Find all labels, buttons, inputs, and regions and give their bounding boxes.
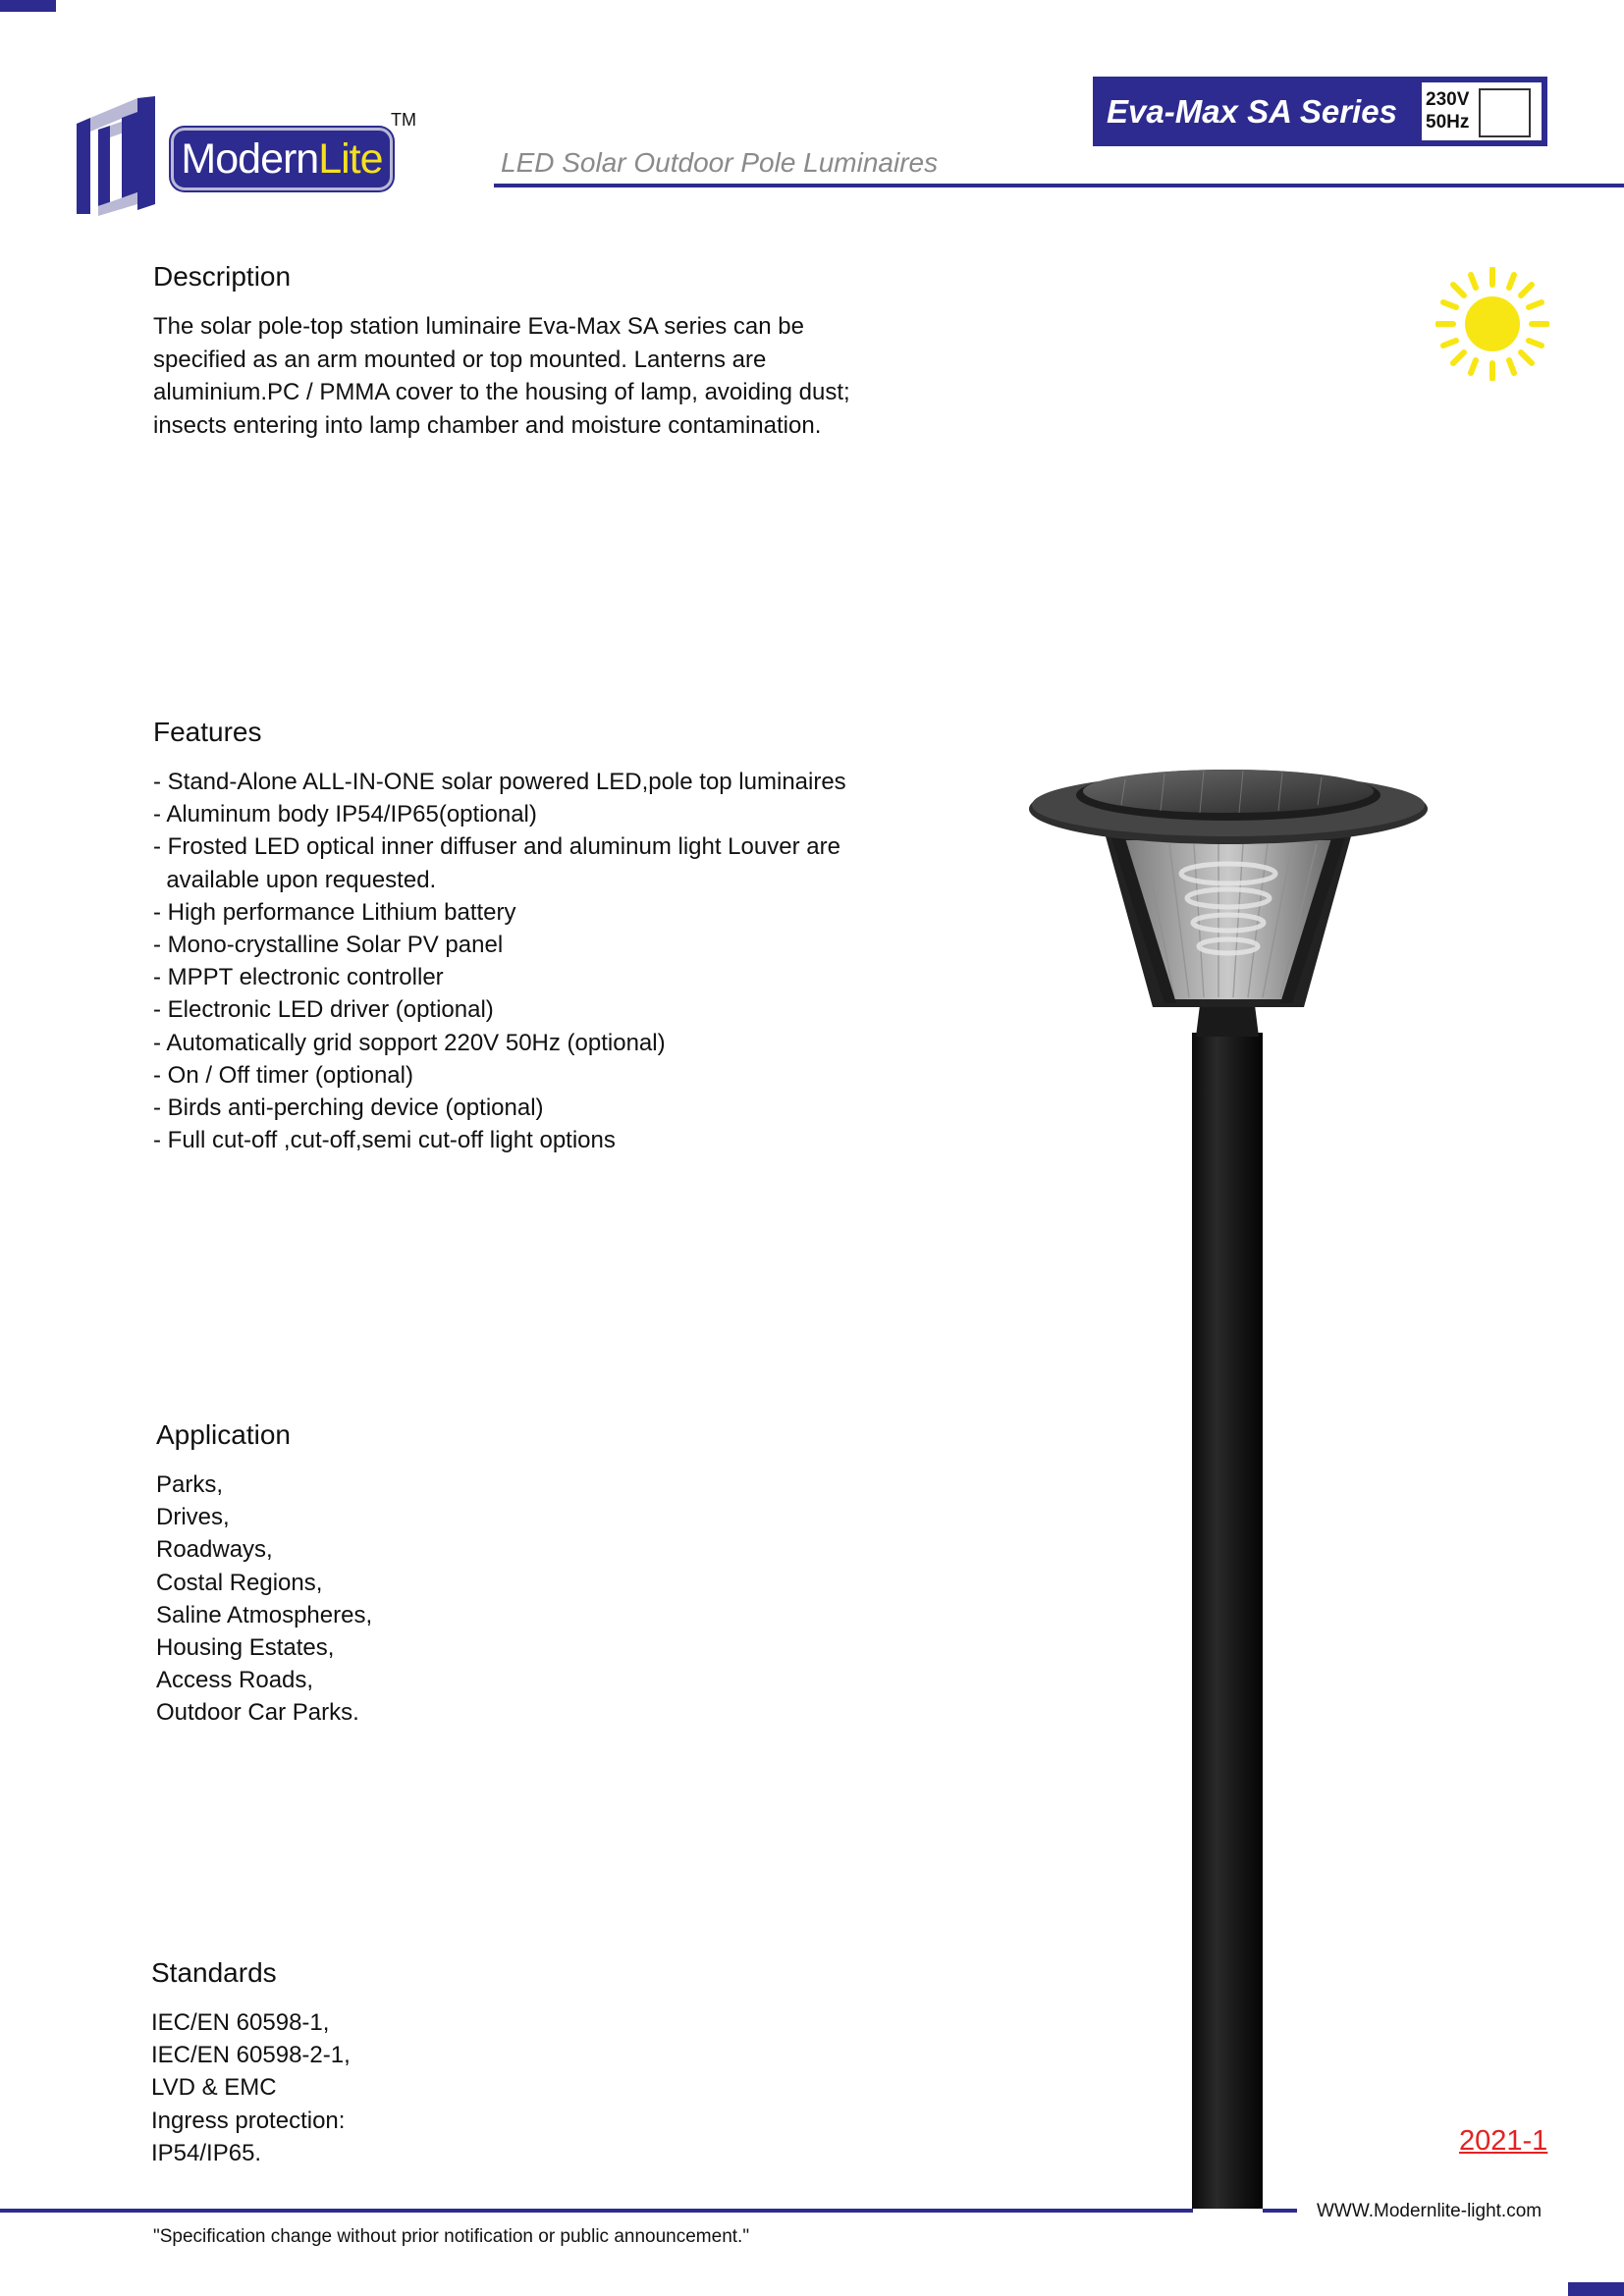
standards-heading: Standards	[151, 1957, 277, 1988]
solar-pole-luminaire-image	[1027, 766, 1430, 2209]
application-item: Roadways,	[156, 1536, 273, 1564]
feature-item: - Stand-Alone ALL-IN-ONE solar powered LED,pole top luminaires	[153, 769, 846, 795]
application-item: Costal Regions,	[156, 1569, 323, 1596]
description-section	[153, 261, 880, 442]
feature-item: - Aluminum body IP54/IP65(optional)	[153, 801, 537, 828]
features-section	[153, 717, 939, 1156]
certification-box	[1479, 88, 1531, 137]
feature-item: - High performance Lithium battery	[153, 898, 516, 926]
series-banner	[1093, 77, 1547, 146]
feature-item: - Birds anti-perching device (optional)	[153, 1095, 544, 1122]
voltage-label: 230V	[1426, 89, 1470, 110]
features-heading: Features	[153, 717, 262, 747]
description-text: The solar pole-top station luminaire Eva-Max SA series can be specified as an arm mounted or top mounted. Lanterns are aluminium.PC / PMMA cover to the housing of lamp, avoiding dust; insects entering into lamp chamber and moisture contamination.	[153, 313, 850, 439]
disclaimer-text: "Specification change without prior notification or public announcement."	[153, 2226, 750, 2247]
standard-item: IEC/EN 60598-2-1,	[151, 2042, 351, 2069]
feature-item: available upon requested.	[153, 866, 437, 893]
feature-item: - Full cut-off ,cut-off,semi cut-off light options	[153, 1127, 616, 1154]
standards-section	[151, 1957, 642, 2169]
application-item: Drives,	[156, 1504, 230, 1531]
frequency-label: 50Hz	[1426, 112, 1470, 133]
application-item: Access Roads,	[156, 1667, 314, 1694]
series-title: Eva-Max SA Series	[1107, 92, 1397, 130]
feature-item: - On / Off timer (optional)	[153, 1061, 413, 1089]
application-item: Parks,	[156, 1471, 224, 1498]
website-link[interactable]: WWW.Modernlite-light.com	[1317, 2201, 1543, 2221]
description-heading: Description	[153, 261, 292, 292]
corner-accent-top	[0, 0, 56, 12]
standard-item: IEC/EN 60598-1,	[151, 2009, 330, 2036]
edition-label: 2021-1	[1459, 2125, 1548, 2157]
modernlite-logo	[77, 96, 430, 219]
corner-accent-bottom	[1568, 2282, 1624, 2296]
feature-item: - Automatically grid sopport 220V 50Hz (optional)	[153, 1029, 666, 1056]
feature-item: - Electronic LED driver (optional)	[153, 996, 494, 1024]
feature-item: - MPPT electronic controller	[153, 964, 444, 991]
standard-item: LVD & EMC	[151, 2074, 277, 2102]
page-subtitle: LED Solar Outdoor Pole Luminaires	[501, 147, 939, 178]
application-section	[156, 1419, 647, 1730]
footer-divider	[0, 2209, 1193, 2213]
application-item: Outdoor Car Parks.	[156, 1699, 359, 1727]
header-divider	[494, 184, 1624, 187]
feature-item: - Frosted LED optical inner diffuser and aluminum light Louver are	[153, 833, 840, 861]
application-item: Housing Estates,	[156, 1634, 335, 1662]
application-item: Saline Atmospheres,	[156, 1601, 373, 1629]
voltage-badge	[1420, 80, 1543, 142]
footer-divider-short	[1263, 2209, 1297, 2213]
logo-mark-icon	[77, 96, 175, 219]
standard-item: Ingress protection:	[151, 2107, 346, 2134]
trademark: TM	[391, 110, 416, 130]
logo-text-modern: Modern	[181, 134, 319, 183]
logo-wordmark	[171, 128, 393, 190]
logo-text-lite: Lite	[318, 134, 383, 183]
feature-item: - Mono-crystalline Solar PV panel	[153, 932, 504, 959]
application-heading: Application	[156, 1419, 291, 1450]
standard-item: IP54/IP65.	[151, 2139, 262, 2166]
sun-icon	[1435, 267, 1549, 381]
